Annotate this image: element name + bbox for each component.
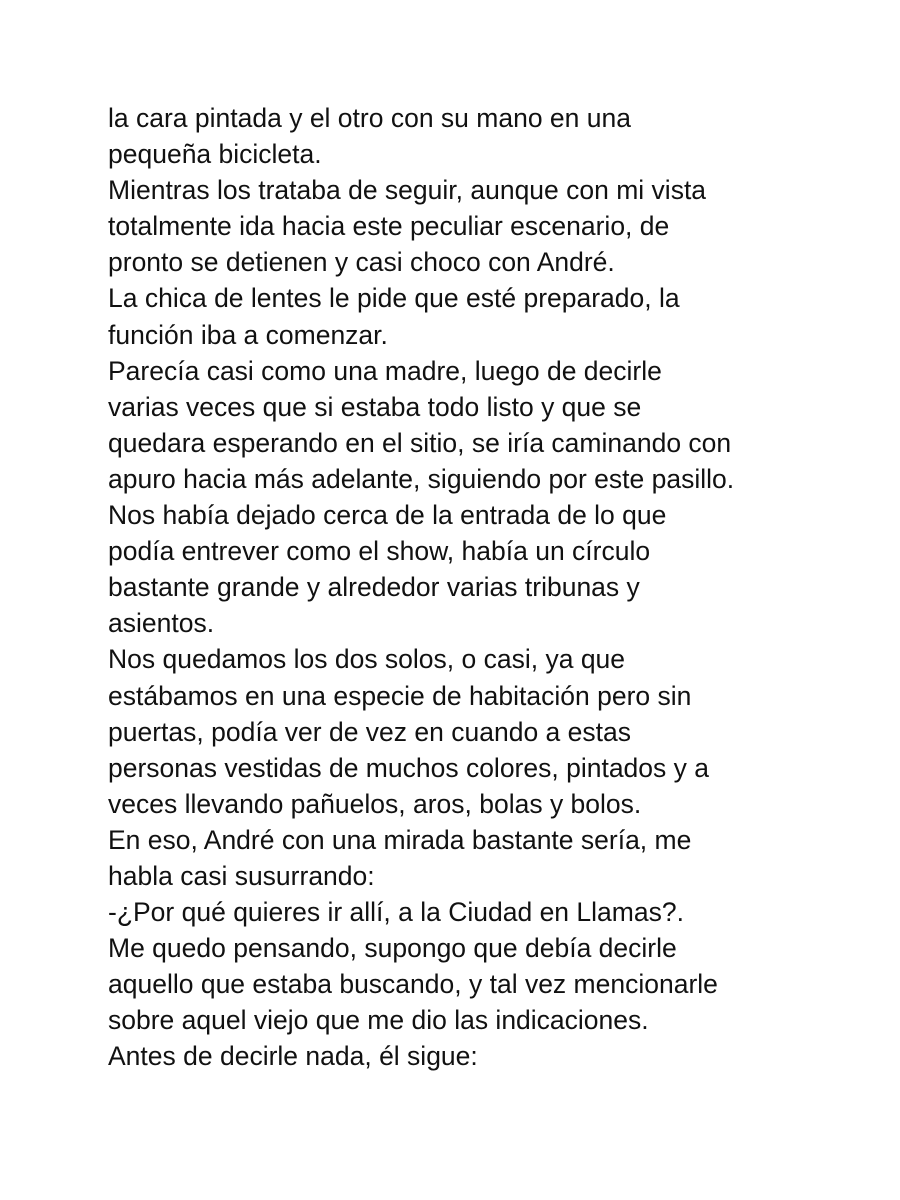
text-line: estábamos en una especie de habitación pero sin — [108, 680, 692, 711]
text-line: Mientras los trataba de seguir, aunque con mi vista — [108, 175, 707, 206]
text-line: Nos quedamos los dos solos, o casi, ya que — [108, 644, 626, 675]
text-line: bastante grande y alrededor varias tribunas y — [108, 572, 640, 603]
text-line: Nos había dejado cerca de la entrada de lo que — [108, 500, 667, 531]
text-line: quedara esperando en el sitio, se iría caminando con — [108, 427, 732, 458]
text-line: podía entrever como el show, había un círculo — [108, 536, 651, 567]
text-line: La chica de lentes le pide que esté preparado, la — [108, 283, 680, 314]
text-line: Parecía casi como una madre, luego de decirle — [108, 355, 662, 386]
text-line: habla casi susurrando: — [108, 860, 375, 891]
text-line: totalmente ida hacia este peculiar escenario, de — [108, 211, 670, 242]
text-line: -¿Por qué quieres ir allí, a la Ciudad en Llamas?. — [108, 897, 684, 928]
text-line: Antes de decirle nada, él sigue: — [108, 1041, 478, 1072]
text-line: asientos. — [108, 608, 215, 639]
text-line: Me quedo pensando, supongo que debía decirle — [108, 933, 677, 964]
text-line: pequeña bicicleta. — [108, 139, 322, 170]
text-line: la cara pintada y el otro con su mano en una — [108, 103, 631, 133]
text-line: aquello que estaba buscando, y tal vez mencionarle — [108, 969, 718, 1000]
body-text — [108, 100, 808, 1075]
text-line: personas vestidas de muchos colores, pintados y a — [108, 752, 709, 783]
text-line: función iba a comenzar. — [108, 319, 388, 350]
text-line: En eso, André con una mirada bastante sería, me — [108, 824, 692, 855]
text-line: veces llevando pañuelos, aros, bolas y bolos. — [108, 788, 642, 819]
text-line: sobre aquel viejo que me dio las indicaciones. — [108, 1005, 649, 1036]
text-line: varias veces que si estaba todo listo y que se — [108, 391, 642, 422]
text-line: puertas, podía ver de vez en cuando a estas — [108, 716, 631, 747]
text-line: pronto se detienen y casi choco con André. — [108, 247, 615, 278]
text-line: apuro hacia más adelante, siguiendo por este pasillo. — [108, 463, 735, 494]
